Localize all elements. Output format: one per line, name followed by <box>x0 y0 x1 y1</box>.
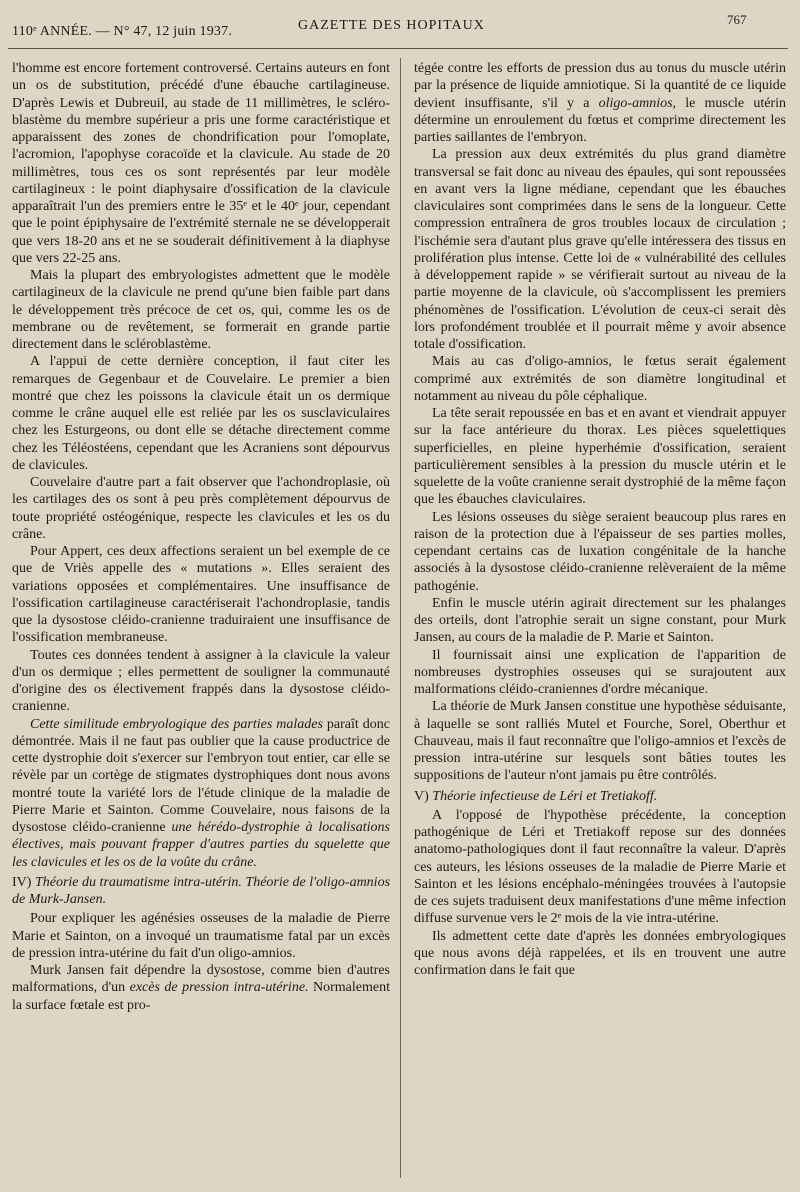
section-title: Théorie infectieuse de Léri et Tretiakoff. <box>432 788 658 804</box>
paragraph: Pour expliquer les agénésies osseuses de la maladie de Pierre Marie et Sainton, on a invoqué un traumatisme fatal par un excès de pression intra-utérine du fait d'un oligo-amnios. <box>12 911 390 961</box>
section-heading-iv <box>12 874 390 909</box>
page-number: 767 <box>727 12 747 27</box>
section-heading-v <box>414 788 786 805</box>
paragraph-text: tégée contre les efforts de pression dus au tonus du muscle utérin par la présence de liquide amniotique. Si la quantité de ce liquide devient insuffisante, s'il y a <box>414 61 786 111</box>
paragraph: Couvelaire d'autre part a fait observer que l'achondroplasie, où les cartilages des os sont à peu près complètement dépourvus de toute propriété ostéogénique, respecte les clavicules et les os du crâne. <box>12 475 390 542</box>
section-number: IV) <box>12 874 35 890</box>
paragraph-text: Murk Jansen fait dépendre la dysostose, comme bien d'autres malformations, d'un <box>12 963 390 996</box>
paragraph <box>12 716 390 871</box>
paragraph: La tête serait repoussée en bas et en avant et viendrait appuyer sur la face antérieure du thorax. Les pièces squelettiques superficielles, en pleine hyperhémie d'ossification, seraient particulièrement sensibles à la pression du muscle utérin et le squelette de la voûte cranienne serait dystrophié de la même façon que les ébauches claviculaires. <box>414 406 786 508</box>
right-column <box>414 60 786 979</box>
paragraph: La pression aux deux extrémités du plus grand diamètre transversal se fait donc au niveau des épaules, qui sont repoussées en avant vers la ligne médiane, cependant que les ébauches claviculaires sont comprimées dans le sens de la longueur. Cette compression entraînera de gros troubles locaux de circulation ; l'ischémie sera d'autant plus grave qu'elle intéressera des tissus en prolifération plus intense. Cette loi de « vulnérabilité des cellules à développement rapide » se vérifierait surtout au niveau de la partie moyenne de la clavicule, où s'accomplissent les premiers phénomènes de l'ossification. L'évolution de ceux-ci serait dès lors profondément troublée et il pourrait même y avoir absence totale d'ossification. <box>414 147 786 352</box>
paragraph: A l'opposé de l'hypothèse précédente, la conception pathogénique de Léri et Tretiakoff repose sur des données anatomo-pathologiques dont il faut reconnaître la valeur. D'après ces auteurs, les lésions osseuses de la maladie de Pierre Marie et Sainton et les lésions encéphalo-méningées trouvées à l'autopsie de ces sujets traduisent deux manifestations d'une même infection diffuse survenue vers le 2ᵉ mois de la vie intra-utérine. <box>414 807 786 927</box>
page-header <box>0 0 800 52</box>
paragraph: A l'appui de cette dernière conception, il faut citer les remarques de Gegenbaur et de Couvelaire. Le premier a bien montré que chez les poissons la clavicule était un os dermique comme le crâne auquel elle est reliée par les os susclaviculaires chez les Esturgeons, ou dont elle se détache directement comme chez les Téléostéens, cependant que les Acraniens sont dépourvus de clavicules. <box>12 354 390 473</box>
paragraph <box>12 962 390 1014</box>
journal-title: GAZETTE DES HOPITAUX <box>298 18 485 33</box>
paragraph-text: paraît donc démontrée. Mais il ne faut pas oublier que la cause productrice de cette dystrophie doit s'exercer sur l'embryon tout entier, car elle se révèle par un cortège de stigmates dystrophiques dont nous avons montré toute la variété lors de l'étude clinique de la maladie de Pierre Marie et Sainton. Comme Couvelaire, nous faisons de la dysostose cléido-cranienne <box>12 716 390 835</box>
paragraph: Ils admettent cette date d'après les données embryologiques que nous avons déjà rappelées, et ils en trouvent une autre confirmation dans le fait que <box>414 928 786 978</box>
italic-text: Cette similitude embryologique des parties malades <box>30 716 323 732</box>
issue-info: 110ᵉ ANNÉE. — N° 47, 12 juin 1937. <box>12 24 233 39</box>
italic-text: excès de pression intra-utérine. <box>129 980 309 996</box>
paragraph: Pour Appert, ces deux affections seraient un bel exemple de ce que de Vriès appelle des « mutations ». Elles seraient des variations opposées et complémentaires. Une insuffisance de l'ossification cartilagineuse caractériserait l'achondroplasie, tandis que la dysostose cléido-cranienne traduiraient une insuffisance de l'ossification membraneuse. <box>12 544 390 646</box>
paragraph: Les lésions osseuses du siège seraient beaucoup plus rares en raison de la protection due à l'épaisseur de ses parties molles, cependant certains cas de luxation congénitale de la hanche associés à la dysostose cléido-cranienne relèveraient de la même pathogénie. <box>414 509 786 594</box>
paragraph: Mais au cas d'oligo-amnios, le fœtus serait également comprimé aux extrémités de son diamètre longitudinal et notamment au niveau du pôle céphalique. <box>414 354 786 404</box>
paragraph: Enfin le muscle utérin agirait directement sur les phalanges des orteils, dont l'atrophie serait un signe constant, pour Murk Jansen, au cours de la maladie de P. Marie et Sainton. <box>414 595 786 646</box>
left-column <box>12 60 390 1014</box>
paragraph: La théorie de Murk Jansen constitue une hypothèse séduisante, à laquelle se sont ralliés Mutel et Fourche, Sorel, Oberthur et Chauveau, mais il faut reconnaître que l'oligo-amnios et l'excès de pression intra-utérine sur lesquels sont bâties toutes les suppositions de l'auteur n'ont jamais pu être contrôlés. <box>414 699 786 784</box>
italic-text: une hérédo-dystrophie à localisations électives, mais pouvant frapper d'autres parties du squelette que les clavicules et les os de la voûte du crâne. <box>12 820 390 870</box>
paragraph <box>414 60 786 146</box>
paragraph-text: le muscle utérin détermine un enroulement du fœtus et comprime directement les parties saillantes de l'embryon. <box>414 95 786 145</box>
column-divider <box>400 58 401 1178</box>
paragraph: Toutes ces données tendent à assigner à la clavicule la valeur d'un os dermique ; elles permettent de souligner la communauté d'origine des os électivement frappés dans la dysostose cléido-cranienne. <box>12 647 390 715</box>
header-rule <box>8 48 788 49</box>
section-number: V) <box>414 788 433 804</box>
paragraph: Il fournissait ainsi une explication de l'apparition de nombreuses dystrophies osseuses qui se surajoutent aux malformations cléido-craniennes d'ordre mécanique. <box>414 647 786 697</box>
italic-text: oligo-amnios, <box>598 95 677 111</box>
paragraph-text: Normalement la surface fœtale est pro- <box>12 980 390 1013</box>
paragraph: l'homme est encore fortement controversé. Certains auteurs en font un os de substitution, précédé d'une ébauche cartilagineuse. D'après Lewis et Dubreuil, au stade de 11 millimètres, le scléro-blastème du membre supérieur a pris une forme caractéristique et apparaissent des zones de chondrification pour l'omoplate, l'acromion, l'apophyse coracoïde et la clavicule. Au stade de 20 millimètres, tous ces os sont représentés par leur modèle cartilagineux : le point diaphysaire d'ossification de la clavicule apparaîtrait l'un des premiers entre le 35ᵉ et le 40ᵉ jour, cependant que le point épiphysaire de l'extrémité sternale ne se développerait que vers 18-20 ans et ne se souderait définitivement à la diaphyse que vers 22-25 ans. <box>12 61 390 266</box>
paragraph: Mais la plupart des embryologistes admettent que le modèle cartilagineux de la clavicule ne prend qu'une bien faible part dans le développement très précoce de cet os, qui, comme les os de membrane ou de revêtement, se formerait en grande partie directement dans le scléroblastème. <box>12 268 390 352</box>
section-title: Théorie du traumatisme intra-utérin. Théorie de l'oligo-amnios de Murk-Jansen. <box>12 874 391 907</box>
